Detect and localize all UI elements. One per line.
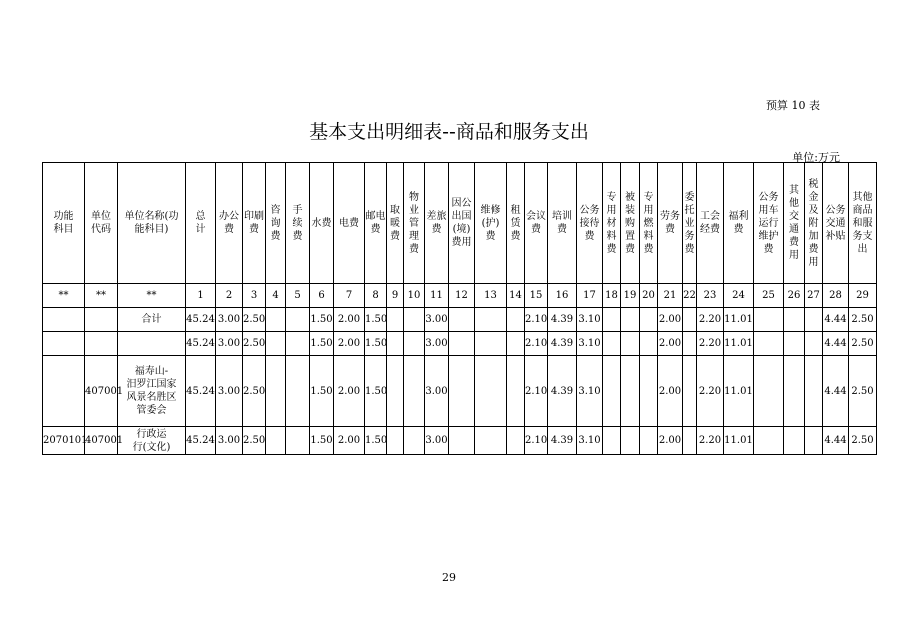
- index-cell: 19: [621, 284, 640, 308]
- amount-cell: 1.50: [310, 356, 334, 427]
- column-header: 培训 费: [548, 163, 577, 284]
- amount-cell: 4.39: [548, 356, 577, 427]
- amount-cell: [449, 308, 475, 332]
- amount-cell: 2.50: [243, 427, 266, 455]
- index-cell: 7: [334, 284, 365, 308]
- column-header: 取 暖 费: [387, 163, 404, 284]
- amount-cell: [507, 356, 525, 427]
- unit-name-cell: 福寿山- 汨罗江国家 风景名胜区 管委会: [118, 356, 186, 427]
- header-row: [43, 163, 877, 284]
- amount-cell: [784, 427, 805, 455]
- unit-code-cell: 407001: [85, 356, 118, 427]
- index-cell: 9: [387, 284, 404, 308]
- amount-cell: 11.01: [724, 332, 754, 356]
- amount-cell: [603, 308, 621, 332]
- amount-cell: 2.00: [658, 308, 683, 332]
- expenditure-table: [42, 162, 877, 455]
- amount-cell: 2.00: [334, 356, 365, 427]
- column-header: 印刷 费: [243, 163, 266, 284]
- amount-cell: 3.10: [577, 356, 603, 427]
- index-cell: 22: [683, 284, 697, 308]
- amount-cell: [640, 332, 658, 356]
- amount-cell: 2.20: [697, 427, 724, 455]
- unit-code-cell: [85, 308, 118, 332]
- amount-cell: 4.44: [823, 427, 849, 455]
- index-cell: 4: [266, 284, 286, 308]
- table-row: [43, 332, 877, 356]
- amount-cell: 2.50: [243, 356, 266, 427]
- amount-cell: [640, 356, 658, 427]
- amount-cell: [387, 332, 404, 356]
- amount-cell: 1.50: [310, 332, 334, 356]
- amount-cell: [387, 308, 404, 332]
- index-cell: 17: [577, 284, 603, 308]
- amount-cell: 3.00: [216, 308, 243, 332]
- column-header: 物 业 管 理 费: [404, 163, 425, 284]
- page-title: 基本支出明细表--商品和服务支出: [309, 121, 589, 143]
- column-header: 公务 接待 费: [577, 163, 603, 284]
- amount-cell: 3.00: [425, 427, 449, 455]
- amount-cell: [805, 332, 823, 356]
- amount-cell: 4.44: [823, 308, 849, 332]
- column-header: 会议 费: [525, 163, 548, 284]
- amount-cell: [603, 427, 621, 455]
- amount-cell: 2.20: [697, 356, 724, 427]
- index-cell: 10: [404, 284, 425, 308]
- amount-cell: 2.00: [334, 308, 365, 332]
- amount-cell: [404, 427, 425, 455]
- unit-code-cell: [85, 332, 118, 356]
- amount-cell: 2.50: [243, 332, 266, 356]
- column-header: 公务 交通 补贴: [823, 163, 849, 284]
- amount-cell: 11.01: [724, 308, 754, 332]
- amount-cell: [387, 356, 404, 427]
- index-cell: 3: [243, 284, 266, 308]
- amount-cell: 11.01: [724, 427, 754, 455]
- index-cell: 20: [640, 284, 658, 308]
- amount-cell: [621, 427, 640, 455]
- amount-cell: [754, 308, 784, 332]
- amount-cell: 4.39: [548, 332, 577, 356]
- column-header: 劳务 费: [658, 163, 683, 284]
- amount-cell: 11.01: [724, 356, 754, 427]
- index-cell: 29: [849, 284, 877, 308]
- unit-code-cell: 407001: [85, 427, 118, 455]
- index-cell: 26: [784, 284, 805, 308]
- amount-cell: [449, 332, 475, 356]
- unit-label: 单位:万元: [792, 151, 840, 164]
- amount-cell: 1.50: [365, 356, 387, 427]
- amount-cell: 2.00: [658, 427, 683, 455]
- column-header: 功能 科目: [43, 163, 85, 284]
- column-header: 手 续 费: [286, 163, 310, 284]
- column-header: 税 金 及 附 加 费 用: [805, 163, 823, 284]
- amount-cell: [266, 332, 286, 356]
- amount-cell: [683, 308, 697, 332]
- column-header: 办公 费: [216, 163, 243, 284]
- amount-cell: [449, 356, 475, 427]
- index-cell: 28: [823, 284, 849, 308]
- amount-cell: 3.10: [577, 427, 603, 455]
- column-header: 委 托 业 务 费: [683, 163, 697, 284]
- amount-cell: 1.50: [365, 427, 387, 455]
- index-cell: 13: [475, 284, 507, 308]
- amount-cell: 2.50: [849, 308, 877, 332]
- function-code-cell: [43, 308, 85, 332]
- amount-cell: [805, 427, 823, 455]
- index-row: [43, 284, 877, 308]
- amount-cell: [475, 332, 507, 356]
- amount-cell: [266, 356, 286, 427]
- amount-cell: 2.10: [525, 308, 548, 332]
- amount-cell: 2.20: [697, 332, 724, 356]
- amount-cell: 3.00: [425, 356, 449, 427]
- amount-cell: [475, 356, 507, 427]
- index-cell: 2: [216, 284, 243, 308]
- amount-cell: [640, 308, 658, 332]
- amount-cell: 1.50: [310, 308, 334, 332]
- amount-cell: 4.44: [823, 356, 849, 427]
- amount-cell: [507, 308, 525, 332]
- index-cell: 15: [525, 284, 548, 308]
- amount-cell: [404, 356, 425, 427]
- column-header: 电费: [334, 163, 365, 284]
- unit-name-cell: [118, 332, 186, 356]
- column-header: 因公 出国 (境) 费用: [449, 163, 475, 284]
- amount-cell: [621, 332, 640, 356]
- column-header: 维修 (护) 费: [475, 163, 507, 284]
- amount-cell: 2.00: [658, 356, 683, 427]
- amount-cell: [683, 356, 697, 427]
- amount-cell: [475, 308, 507, 332]
- index-cell: 14: [507, 284, 525, 308]
- column-header: 公务 用车 运行 维护 费: [754, 163, 784, 284]
- amount-cell: 4.39: [548, 427, 577, 455]
- column-header: 咨 询 费: [266, 163, 286, 284]
- amount-cell: 3.00: [425, 332, 449, 356]
- amount-cell: 1.50: [310, 427, 334, 455]
- column-header: 工会 经费: [697, 163, 724, 284]
- function-code-cell: [43, 332, 85, 356]
- amount-cell: 2.50: [849, 356, 877, 427]
- amount-cell: 45.24: [186, 308, 216, 332]
- amount-cell: 45.24: [186, 332, 216, 356]
- amount-cell: [621, 356, 640, 427]
- amount-cell: 3.00: [216, 332, 243, 356]
- amount-cell: [286, 427, 310, 455]
- amount-cell: [507, 332, 525, 356]
- amount-cell: 2.10: [525, 356, 548, 427]
- amount-cell: 45.24: [186, 427, 216, 455]
- amount-cell: [754, 332, 784, 356]
- amount-cell: 2.20: [697, 308, 724, 332]
- amount-cell: [754, 427, 784, 455]
- column-header: 专 用 材 料 费: [603, 163, 621, 284]
- unit-name-cell: 合计: [118, 308, 186, 332]
- column-header: 其他 商品 和服 务支 出: [849, 163, 877, 284]
- amount-cell: 3.00: [216, 356, 243, 427]
- index-cell: **: [43, 284, 85, 308]
- amount-cell: [286, 308, 310, 332]
- amount-cell: [784, 356, 805, 427]
- amount-cell: [387, 427, 404, 455]
- column-header: 单位名称(功 能科目): [118, 163, 186, 284]
- index-cell: **: [85, 284, 118, 308]
- amount-cell: [784, 308, 805, 332]
- amount-cell: [805, 308, 823, 332]
- index-cell: 5: [286, 284, 310, 308]
- amount-cell: 3.00: [216, 427, 243, 455]
- index-cell: 8: [365, 284, 387, 308]
- amount-cell: [266, 427, 286, 455]
- column-header: 专 用 燃 料 费: [640, 163, 658, 284]
- amount-cell: 2.50: [243, 308, 266, 332]
- amount-cell: 3.10: [577, 332, 603, 356]
- amount-cell: [603, 356, 621, 427]
- index-cell: 21: [658, 284, 683, 308]
- amount-cell: [603, 332, 621, 356]
- amount-cell: 45.24: [186, 356, 216, 427]
- amount-cell: [404, 308, 425, 332]
- amount-cell: 1.50: [365, 308, 387, 332]
- amount-cell: [640, 427, 658, 455]
- amount-cell: 2.10: [525, 427, 548, 455]
- column-header: 其 他 交 通 费 用: [784, 163, 805, 284]
- amount-cell: 2.00: [334, 332, 365, 356]
- index-cell: 18: [603, 284, 621, 308]
- column-header: 租 赁 费: [507, 163, 525, 284]
- index-cell: 16: [548, 284, 577, 308]
- column-header: 被 装 购 置 费: [621, 163, 640, 284]
- amount-cell: [449, 427, 475, 455]
- column-header: 福利 费: [724, 163, 754, 284]
- index-cell: 23: [697, 284, 724, 308]
- amount-cell: [754, 356, 784, 427]
- index-cell: 24: [724, 284, 754, 308]
- amount-cell: 3.00: [425, 308, 449, 332]
- column-header: 水费: [310, 163, 334, 284]
- amount-cell: [286, 332, 310, 356]
- amount-cell: 4.39: [548, 308, 577, 332]
- table-row: [43, 308, 877, 332]
- page-number: 29: [442, 571, 456, 584]
- index-cell: 27: [805, 284, 823, 308]
- column-header: 差旅 费: [425, 163, 449, 284]
- amount-cell: 2.00: [658, 332, 683, 356]
- amount-cell: [683, 332, 697, 356]
- function-code-cell: [43, 356, 85, 427]
- index-cell: 11: [425, 284, 449, 308]
- amount-cell: [805, 356, 823, 427]
- column-header: 总 计: [186, 163, 216, 284]
- budget-table-number: 预算 10 表: [766, 99, 820, 112]
- amount-cell: 2.50: [849, 427, 877, 455]
- index-cell: 1: [186, 284, 216, 308]
- column-header: 邮电 费: [365, 163, 387, 284]
- amount-cell: 4.44: [823, 332, 849, 356]
- amount-cell: [266, 308, 286, 332]
- amount-cell: [475, 427, 507, 455]
- amount-cell: [621, 308, 640, 332]
- index-cell: 12: [449, 284, 475, 308]
- amount-cell: 1.50: [365, 332, 387, 356]
- amount-cell: 3.10: [577, 308, 603, 332]
- amount-cell: [404, 332, 425, 356]
- amount-cell: 2.10: [525, 332, 548, 356]
- function-code-cell: 2070101: [43, 427, 85, 455]
- amount-cell: 2.00: [334, 427, 365, 455]
- index-cell: 25: [754, 284, 784, 308]
- table-row: [43, 356, 877, 427]
- amount-cell: [507, 427, 525, 455]
- amount-cell: [784, 332, 805, 356]
- amount-cell: [683, 427, 697, 455]
- column-header: 单位 代码: [85, 163, 118, 284]
- index-cell: **: [118, 284, 186, 308]
- index-cell: 6: [310, 284, 334, 308]
- amount-cell: [286, 356, 310, 427]
- table-row: [43, 427, 877, 455]
- amount-cell: 2.50: [849, 332, 877, 356]
- unit-name-cell: 行政运 行(文化): [118, 427, 186, 455]
